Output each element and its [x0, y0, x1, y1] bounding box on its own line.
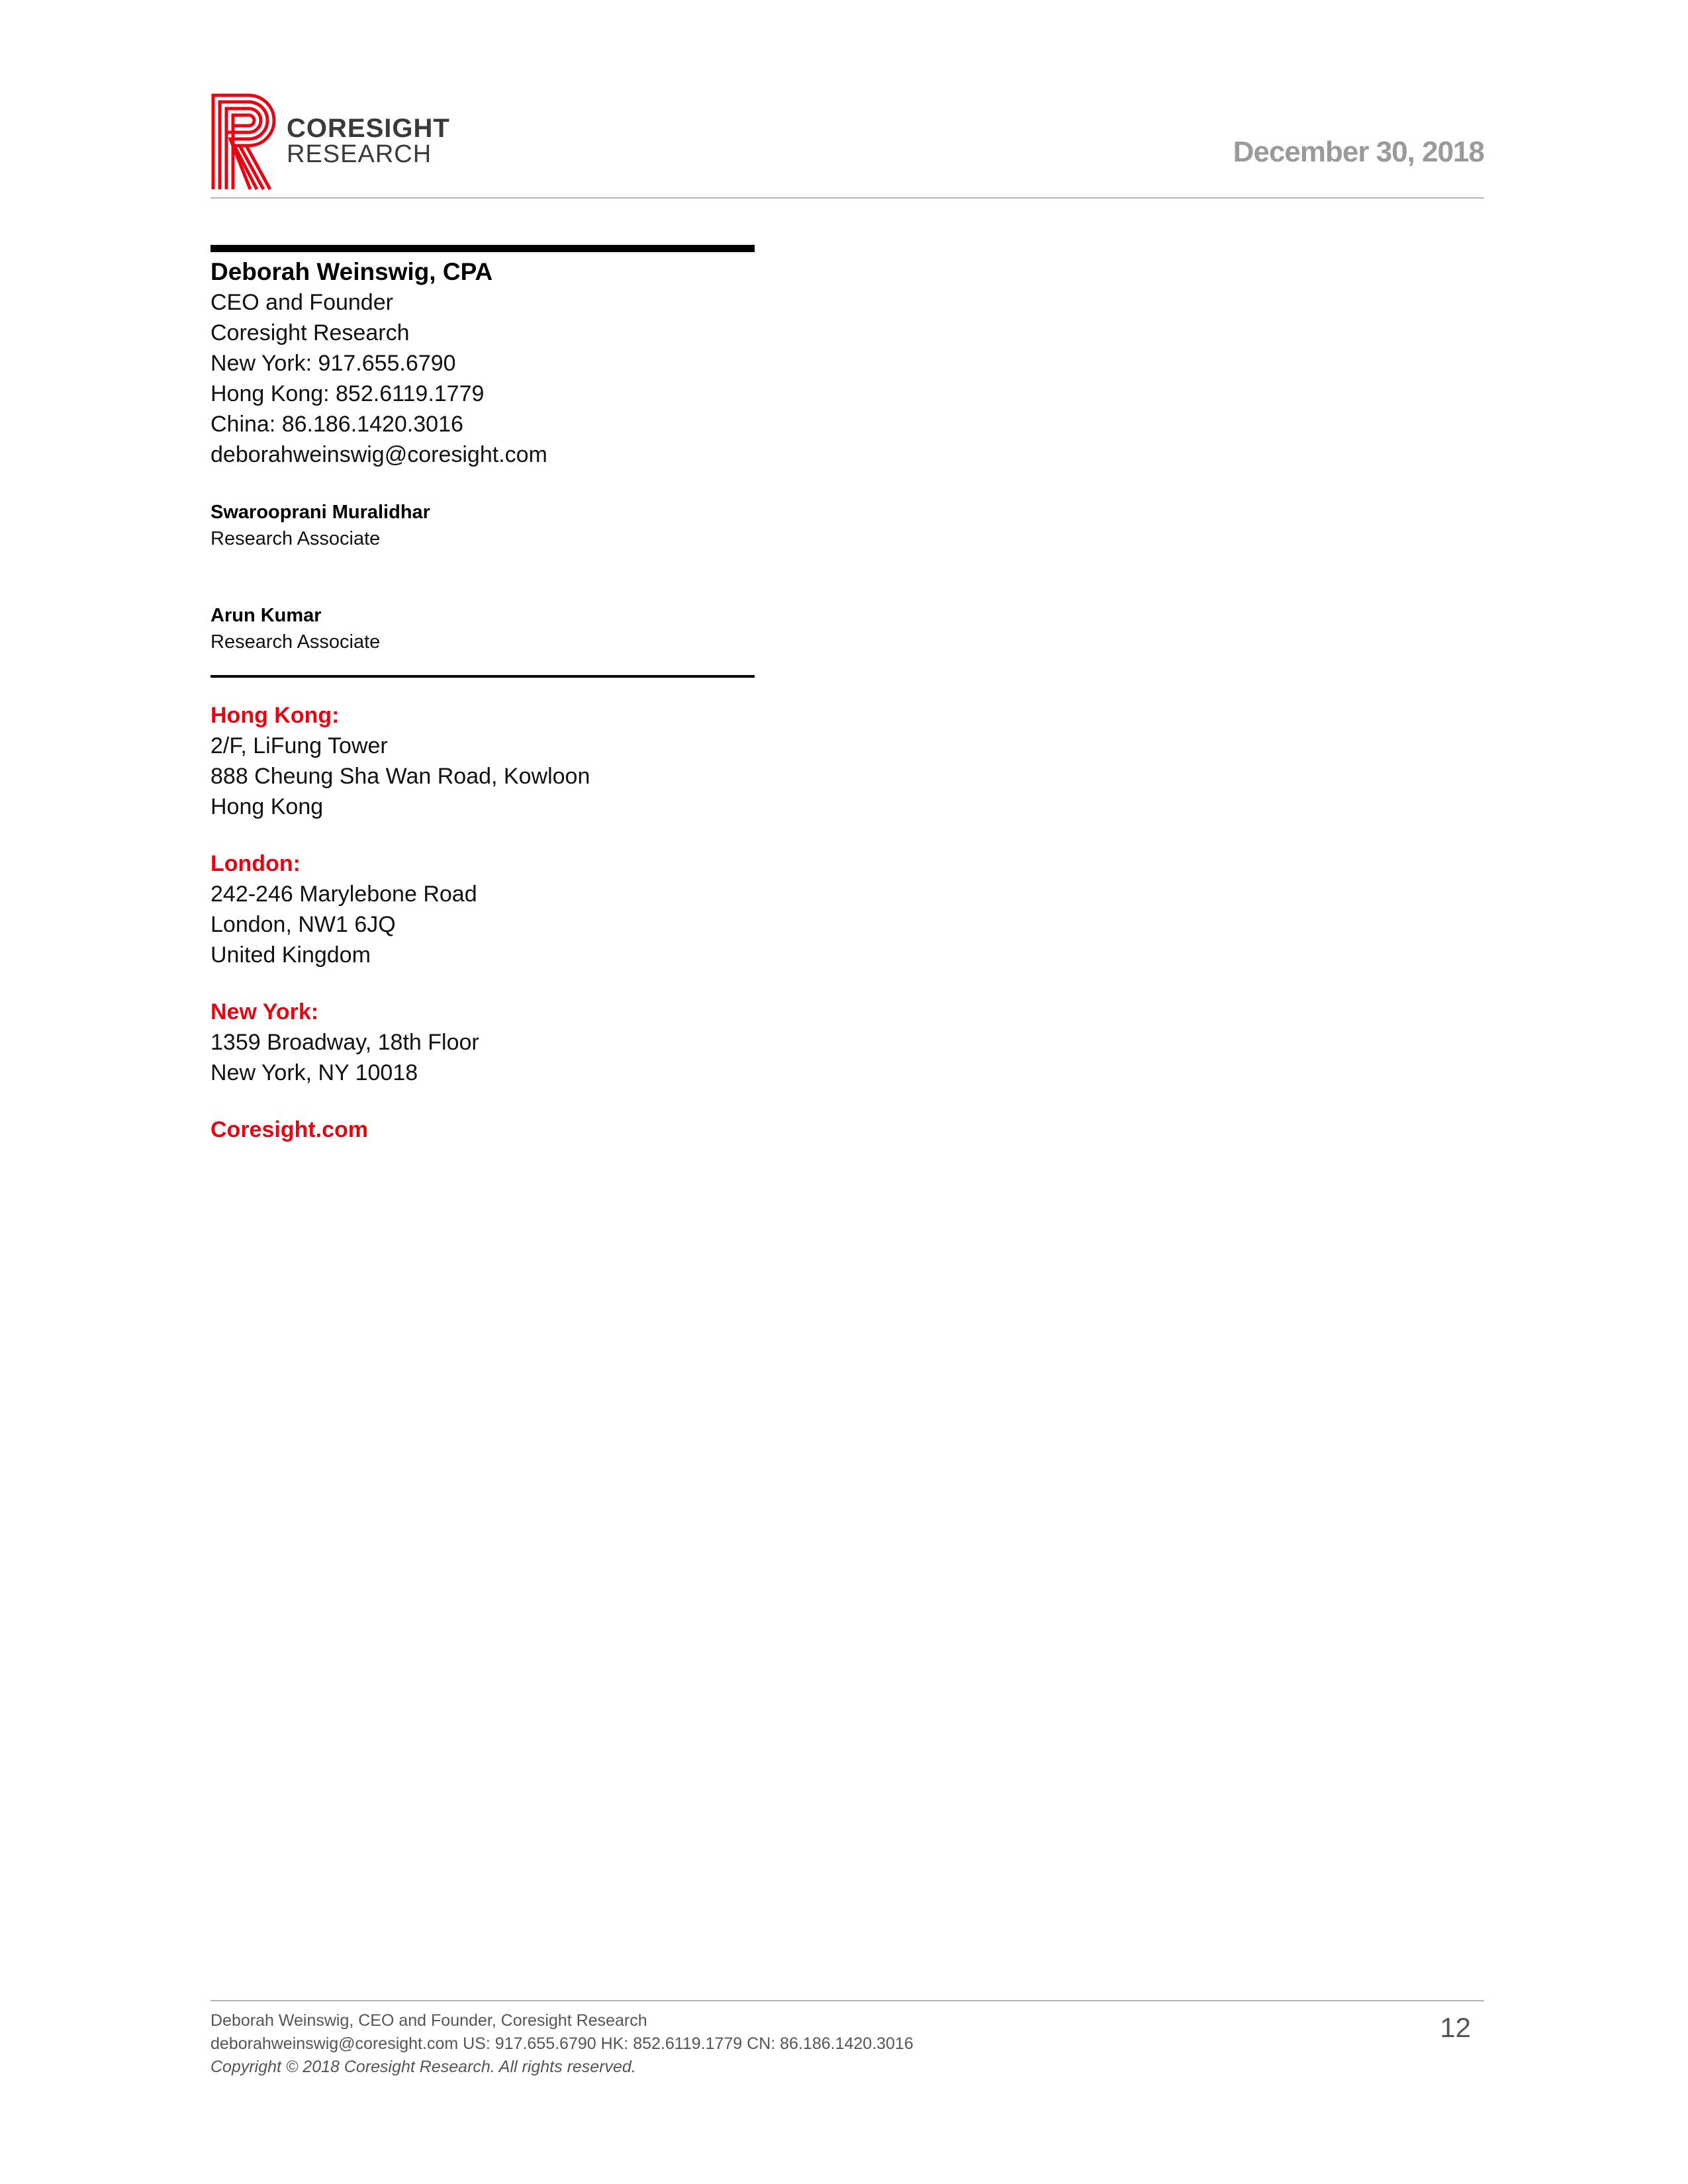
associate-name: Swarooprani Muralidhar — [211, 502, 430, 523]
associate-title: Research Associate — [211, 528, 381, 549]
office-address-line: London, NW1 6JQ — [211, 912, 396, 937]
logo-wordmark-bottom: RESEARCH — [287, 140, 432, 168]
primary-contact-phone-hk: Hong Kong: 852.6119.1779 — [211, 381, 485, 406]
office-new-york — [211, 997, 479, 1088]
primary-contact-company: Coresight Research — [211, 320, 410, 345]
associate-name: Arun Kumar — [211, 605, 322, 626]
office-address-line: 1359 Broadway, 18th Floor — [211, 1030, 479, 1055]
office-address-line: 242-246 Marylebone Road — [211, 882, 477, 907]
office-address-line: 888 Cheung Sha Wan Road, Kowloon — [211, 764, 590, 789]
contact-top-rule — [211, 245, 755, 252]
footer-copyright: Copyright © 2018 Coresight Research. All rights reserved. — [211, 2058, 636, 2076]
office-address-line: Hong Kong — [211, 794, 324, 819]
contact-bottom-rule — [211, 675, 755, 678]
office-hong-kong — [211, 700, 590, 822]
footer-author: Deborah Weinswig, CEO and Founder, Coresight Research — [211, 2011, 647, 2030]
associate-contact — [211, 602, 380, 655]
office-label: New York: — [211, 999, 319, 1024]
footer-divider — [211, 2000, 1484, 2001]
associate-contact — [211, 499, 430, 552]
office-address-line: New York, NY 10018 — [211, 1060, 418, 1085]
office-address-line: United Kingdom — [211, 942, 371, 968]
primary-contact-email[interactable]: deborahweinswig@coresight.com — [211, 442, 547, 467]
primary-contact — [211, 257, 547, 470]
primary-contact-phone-cn: China: 86.186.1420.3016 — [211, 412, 463, 437]
office-london — [211, 848, 477, 970]
header-date: December 30, 2018 — [1233, 136, 1484, 168]
primary-contact-title: CEO and Founder — [211, 290, 393, 315]
coresight-logo — [211, 93, 449, 192]
coresight-r-mark-icon — [211, 93, 283, 192]
office-label: London: — [211, 851, 301, 876]
page-number: 12 — [1440, 2012, 1471, 2043]
office-address-line: 2/F, LiFung Tower — [211, 733, 388, 758]
website-link[interactable]: Coresight.com — [211, 1117, 369, 1142]
logo-wordmark-top: CORESIGHT — [287, 114, 450, 143]
associate-title: Research Associate — [211, 631, 381, 653]
primary-contact-phone-ny: New York: 917.655.6790 — [211, 351, 456, 376]
office-label: Hong Kong: — [211, 703, 340, 728]
footer-contact: deborahweinswig@coresight.com US: 917.655.6790 HK: 852.6119.1779 CN: 86.186.1420.3016 — [211, 2034, 914, 2053]
primary-contact-name: Deborah Weinswig, CPA — [211, 258, 493, 285]
header-divider — [211, 197, 1484, 199]
